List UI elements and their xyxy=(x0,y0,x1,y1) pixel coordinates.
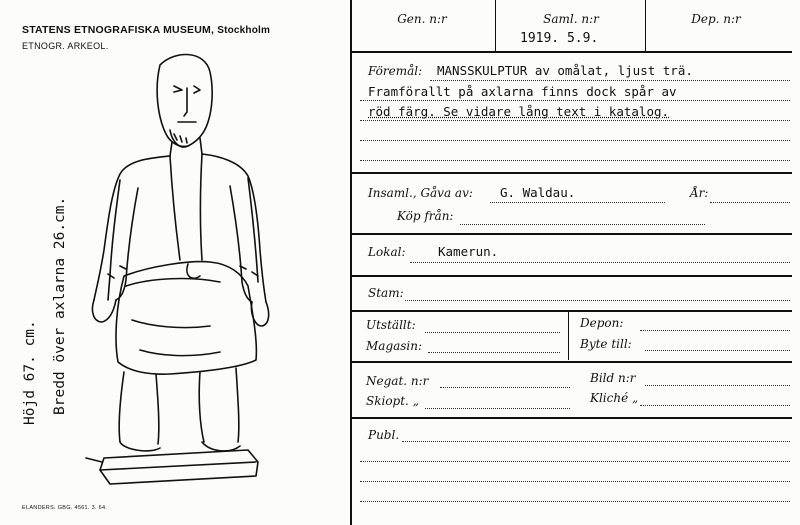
sculpture-sketch xyxy=(80,50,270,495)
publ-dotline xyxy=(402,441,790,442)
kliche-dotline xyxy=(640,405,790,406)
saml-number-label: Saml. n:r xyxy=(543,12,599,26)
kop-dotline xyxy=(460,224,705,225)
location-rule xyxy=(352,361,792,363)
photo-rule xyxy=(352,417,792,419)
bild-dotline xyxy=(645,385,790,386)
ar-label: År: xyxy=(690,186,709,200)
magasin-dotline xyxy=(428,352,560,353)
lokal-value: Kamerun. xyxy=(438,244,499,259)
printer-mark: ELANDERS. GBG. 4561. 3. 64. xyxy=(22,505,108,511)
insaml-value: G. Waldau. xyxy=(500,185,576,200)
negat-label: Negat. n:r xyxy=(366,374,429,388)
foremal-line-1: MANSSKULPTUR av omålat, ljust trä. xyxy=(437,63,693,78)
header-rule xyxy=(352,51,792,53)
foremal-dotline xyxy=(360,160,790,161)
publ-dotline xyxy=(360,481,790,482)
lokal-dotline xyxy=(410,262,790,263)
lokal-label: Lokal: xyxy=(368,245,406,259)
utstallt-dotline xyxy=(425,332,560,333)
negat-dotline xyxy=(440,387,570,388)
insaml-label: Insaml., Gåva av: xyxy=(368,186,473,200)
museum-name: STATENS ETNOGRAFISKA MUSEUM, Stockholm xyxy=(22,24,271,36)
foremal-dotline xyxy=(360,140,790,141)
insaml-dotline xyxy=(490,202,665,203)
publ-dotline xyxy=(360,501,790,502)
foremal-dotline xyxy=(360,120,790,121)
foremal-line-3: röd färg. Se vidare lång text i katalog. xyxy=(368,104,670,119)
department-label: ETNOGR. ARKEOL. xyxy=(22,41,109,51)
foremal-rule xyxy=(352,172,792,174)
byte-label: Byte till: xyxy=(580,337,632,351)
skiopt-dotline xyxy=(425,408,570,409)
location-divider xyxy=(568,312,569,360)
dep-number-label: Dep. n:r xyxy=(691,12,741,26)
ar-dotline xyxy=(710,202,790,203)
stam-label: Stam: xyxy=(368,286,404,300)
foremal-dotline xyxy=(360,100,790,101)
saml-number-value: 1919. 5.9. xyxy=(520,31,599,46)
publ-dotline xyxy=(360,461,790,462)
insaml-rule xyxy=(352,233,792,235)
bild-label: Bild n:r xyxy=(590,371,636,385)
publ-label: Publ. xyxy=(368,428,400,442)
skiopt-label: Skiopt. „ xyxy=(366,394,419,408)
magasin-label: Magasin: xyxy=(366,339,423,353)
utstallt-label: Utställt: xyxy=(366,318,416,332)
foremal-dotline xyxy=(430,80,790,81)
depon-label: Depon: xyxy=(580,316,624,330)
kop-label: Köp från: xyxy=(397,209,454,223)
width-measurement: Bredd över axlarna 26.cm. xyxy=(52,196,68,415)
center-divider xyxy=(350,0,352,525)
header-divider-1 xyxy=(495,0,496,52)
height-measurement: Höjd 67. cm. xyxy=(22,320,38,425)
byte-dotline xyxy=(645,350,790,351)
foremal-line-2: Framförallt på axlarna finns dock spår av xyxy=(368,84,677,99)
kliche-label: Kliché „ xyxy=(590,391,639,405)
stam-dotline xyxy=(405,300,790,301)
stam-rule xyxy=(352,310,792,312)
gen-number-label: Gen. n:r xyxy=(397,12,447,26)
foremal-label: Föremål: xyxy=(368,64,423,78)
lokal-rule xyxy=(352,275,792,277)
header-divider-2 xyxy=(645,0,646,52)
depon-dotline xyxy=(640,330,790,331)
